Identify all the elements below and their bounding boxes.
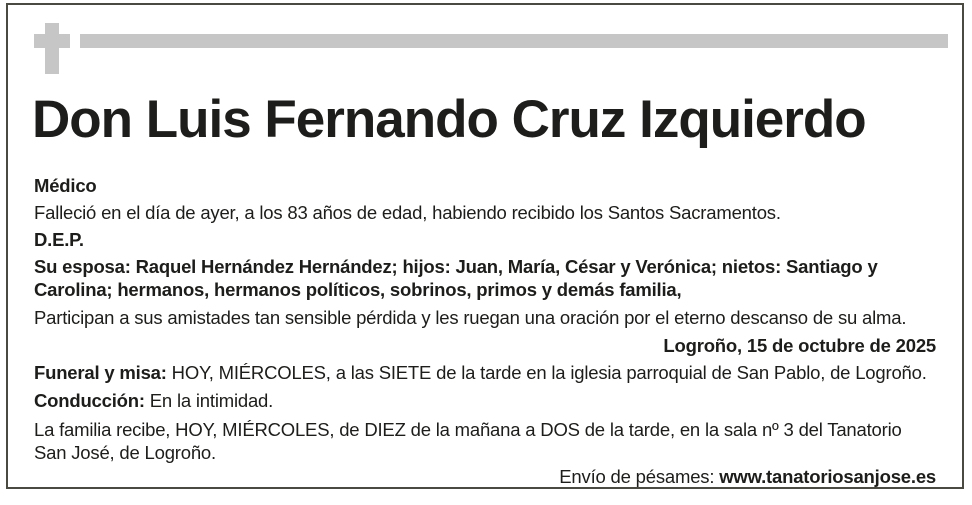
condolences-label: Envío de pésames: bbox=[559, 466, 720, 487]
notice-header bbox=[8, 5, 962, 74]
conduccion-details: En la intimidad. bbox=[144, 390, 274, 411]
reception-info: La familia recibe, HOY, MIÉRCOLES, de DIEZ de la mañana a DOS de la tarde, en la sala nº 3 del Tanatorio San José, de Logroño. bbox=[34, 419, 902, 463]
conduccion-label: Conducción: bbox=[34, 390, 145, 411]
family-members: Su esposa: Raquel Hernández Hernández; hijos: Juan, María, César y Verónica; nietos: Santiago y Carolina; hermanos, hermanos políticos, sobrinos, primos y demás familia, bbox=[34, 256, 878, 300]
condolences-website-link[interactable]: www.tanatoriosanjose.es bbox=[719, 466, 936, 487]
notice-body bbox=[8, 174, 962, 488]
funeral-info bbox=[34, 361, 936, 384]
funeral-label: Funeral y misa: bbox=[34, 362, 167, 383]
funeral-details: HOY, MIÉRCOLES, a las SIETE de la tarde en la iglesia parroquial de San Pablo, de Logroño. bbox=[166, 362, 927, 383]
obituary-notice bbox=[6, 3, 964, 489]
condolences-line bbox=[34, 465, 936, 488]
conduccion-info bbox=[34, 389, 936, 412]
dep-abbreviation: D.E.P. bbox=[34, 229, 84, 250]
place-and-date: Logroño, 15 de octubre de 2025 bbox=[663, 335, 936, 356]
profession: Médico bbox=[34, 175, 97, 196]
cross-icon bbox=[34, 23, 70, 74]
participation-line: Participan a sus amistades tan sensible pérdida y les ruegan una oración por el eterno descanso de su alma. bbox=[34, 307, 907, 328]
death-announcement: Falleció en el día de ayer, a los 83 años de edad, habiendo recibido los Santos Sacramentos. bbox=[34, 202, 781, 223]
header-divider-bar bbox=[80, 34, 948, 48]
deceased-name: Don Luis Fernando Cruz Izquierdo bbox=[32, 90, 866, 149]
